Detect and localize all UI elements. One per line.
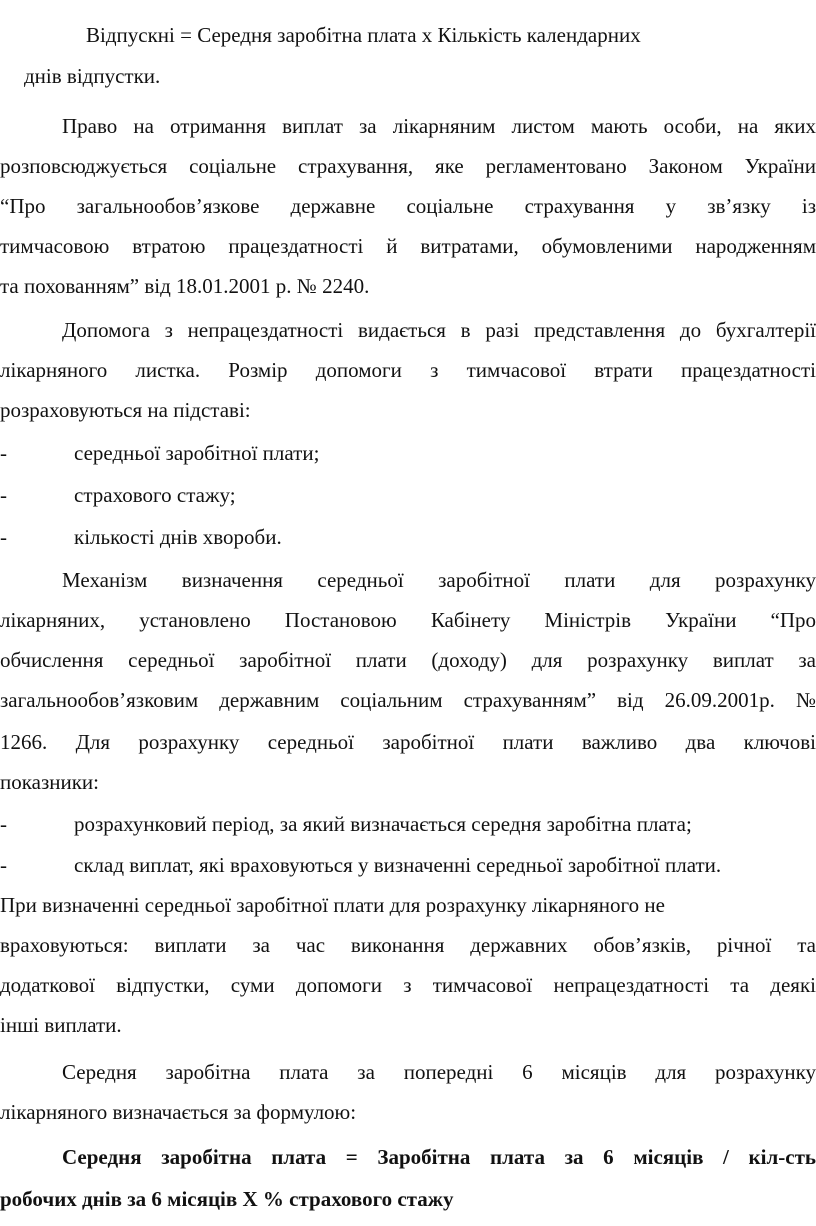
list-item [0, 845, 816, 885]
formula-vacation-line-1: Відпускні = Середня заробітна плата х Кількість календарних [86, 23, 641, 47]
list-item-text: страхового стажу; [74, 483, 236, 507]
list-dash: - [0, 441, 7, 465]
paragraph-line: інші виплати. [0, 1013, 122, 1037]
paragraph-line: тимчасовою втратою працездатності й витратами, обумовленими народженням [0, 234, 816, 258]
list-dash: - [0, 483, 7, 507]
paragraph-disability-aid: Допомога з непрацездатності видається в разі представлення до бухгалтерії [62, 318, 816, 342]
list-item-text: розрахунковий період, за який визначається середня заробітна плата; [74, 812, 692, 836]
list-item [0, 804, 816, 844]
paragraph-line: розповсюджується соціальне страхування, яке регламентовано Законом України [0, 154, 816, 178]
paragraph-line: додаткової відпустки, суми допомоги з тимчасової непрацездатності та деякі [0, 973, 816, 997]
list-item [0, 475, 816, 515]
list-dash: - [0, 525, 7, 549]
formula-vacation-line-2: днів відпустки. [24, 64, 161, 88]
formula-average-salary-line-1: Середня заробітна плата = Заробітна плата за 6 місяців / кіл-сть [62, 1145, 816, 1169]
paragraph-mechanism: Механізм визначення середньої заробітної плати для розрахунку [62, 568, 816, 592]
paragraph-average-salary: Середня заробітна плата за попередні 6 місяців для розрахунку [62, 1060, 816, 1084]
list-item-text: склад виплат, які враховуються у визначенні середньої заробітної плати. [74, 853, 722, 877]
list-item [0, 433, 816, 473]
paragraph-line: враховуються: виплати за час виконання державних обов’язків, річної та [0, 933, 816, 957]
paragraph-line: лікарняного листка. Розмір допомоги з тимчасової втрати працездатності [0, 358, 816, 382]
list-item-text: середньої заробітної плати; [74, 441, 320, 465]
formula-average-salary-line-2: робочих днів за 6 місяців Х % страхового стажу [0, 1187, 454, 1211]
paragraph-sick-leave-right: Право на отримання виплат за лікарняним листом мають особи, на яких [62, 114, 816, 138]
paragraph-line: “Про загальнообов’язкове державне соціальне страхування у зв’язку із [0, 194, 816, 218]
paragraph-line: та похованням” від 18.01.2001 р. № 2240. [0, 274, 370, 298]
paragraph-line: 1266. Для розрахунку середньої заробітної плати важливо два ключові [0, 730, 816, 754]
list-item [0, 517, 816, 557]
list-dash: - [0, 853, 7, 877]
paragraph-line: розраховуються на підставі: [0, 398, 251, 422]
paragraph-line: показники: [0, 770, 99, 794]
list-dash: - [0, 812, 7, 836]
paragraph-exclusions: При визначенні середньої заробітної плати для розрахунку лікарняного не [0, 893, 665, 917]
paragraph-line: лікарняного визначається за формулою: [0, 1100, 357, 1124]
paragraph-line: лікарняних, установлено Постановою Кабінету Міністрів України “Про [0, 608, 816, 632]
paragraph-line: обчислення середньої заробітної плати (доходу) для розрахунку виплат за [0, 648, 816, 672]
list-item-text: кількості днів хвороби. [74, 525, 282, 549]
paragraph-line: загальнообов’язковим державним соціальним страхуванням” від 26.09.2001р. № [0, 688, 816, 712]
